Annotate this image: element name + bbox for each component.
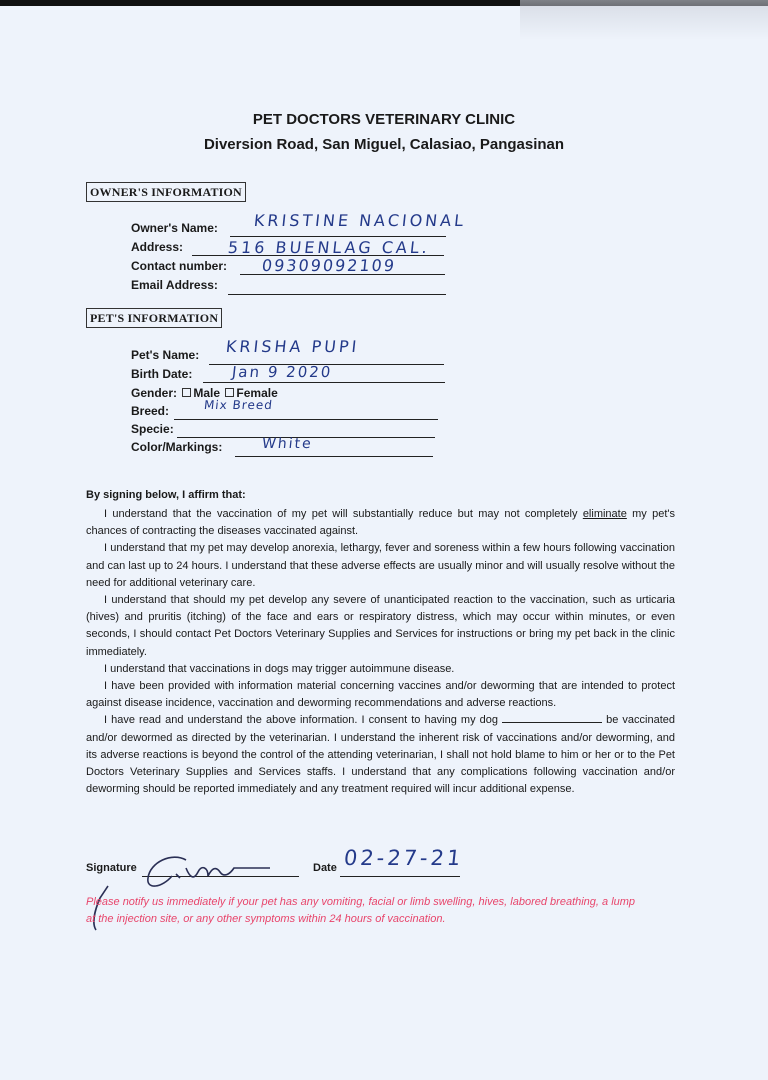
pet-name-value[interactable]: KRISHA PUPI bbox=[225, 337, 361, 356]
female-label: Female bbox=[236, 386, 278, 400]
affirmation-paragraph-4: I understand that vaccinations in dogs may trigger autoimmune disease. bbox=[104, 662, 455, 675]
owner-name-value[interactable]: KRISTINE NACIONAL bbox=[253, 211, 468, 230]
eliminate-underlined: eliminate bbox=[582, 508, 627, 520]
address-value[interactable]: 516 BUENLAG CAL. bbox=[227, 238, 431, 257]
address-label: Address: bbox=[131, 240, 184, 254]
color-value[interactable]: White bbox=[261, 436, 314, 452]
specie-label: Specie: bbox=[131, 422, 174, 436]
email-label: Email Address: bbox=[131, 278, 218, 292]
affirmation-paragraph-6: I have read and understand the above information. I consent to having my dog be vaccinated and/or dewormed as directed by the veterinarian. I understand the inherent risk of vaccinations and/or deworming, and its adverse reactions is beyond the control of the attending veterinarian, I shall not hold blame to him or her or to the Pet Doctors Veterinary Supplies and Services staffs. I understand that any complications following vaccination and/or deworming should be reported immediately and any treatment required will incur additional expense. bbox=[86, 714, 676, 796]
email-line bbox=[228, 294, 446, 295]
affirmation-paragraph-1: I understand that the vaccination of my pet will substantially reduce but may not completely eliminate my pet's chances of contracting the diseases vaccinated against. bbox=[86, 508, 676, 538]
birth-date-line bbox=[203, 382, 445, 383]
owner-name-label: Owner's Name: bbox=[131, 221, 218, 235]
notice-text: Please notify us immediately if your pet has any vomiting, facial or limb swelling, hives, labored breathing, a lump at the injection site, or any other symptoms within 24 hours of vaccination. bbox=[86, 896, 636, 925]
birth-date-value[interactable]: Jan 9 2020 bbox=[231, 363, 334, 381]
clinic-address: Diversion Road, San Miguel, Calasiao, Pangasinan bbox=[203, 136, 565, 153]
female-checkbox[interactable] bbox=[225, 388, 234, 397]
scan-smudge bbox=[520, 0, 768, 40]
gender-label: Gender: bbox=[131, 386, 178, 400]
male-label: Male bbox=[193, 386, 221, 400]
date-label: Date bbox=[313, 862, 337, 874]
male-checkbox[interactable] bbox=[182, 388, 191, 397]
color-label: Color/Markings: bbox=[131, 440, 223, 454]
breed-value[interactable]: Mix Breed bbox=[203, 398, 274, 412]
breed-label: Breed: bbox=[131, 404, 170, 418]
pet-section-heading: PET'S INFORMATION bbox=[86, 308, 222, 328]
date-line bbox=[340, 876, 460, 877]
breed-line bbox=[174, 419, 438, 420]
pet-name-label: Pet's Name: bbox=[131, 348, 200, 362]
contact-label: Contact number: bbox=[131, 259, 227, 273]
affirmation-paragraph-3: I understand that should my pet develop any severe of unanticipated reaction to the vaccination, such as urticaria (hives) and pruritis (itching) of the face and ears or respiratory distress, which may occur within minutes, or even seconds, I should contact Pet Doctors Veterinary Supplies and Services for instructions or bring my pet back in the clinic immediately. bbox=[86, 594, 675, 658]
contact-value[interactable]: 09309092109 bbox=[261, 256, 397, 275]
color-line bbox=[235, 456, 433, 457]
owner-section-heading: OWNER'S INFORMATION bbox=[86, 182, 246, 202]
affirmation-paragraph-2: I understand that my pet may develop anorexia, lethargy, fever and soreness within a few hours following vaccination and can last up to 24 hours. I understand that these adverse effects are usually minor and will usually resolve without the need for additional veterinary care. bbox=[86, 542, 675, 589]
affirmation-paragraph-5: I have been provided with information material concerning vaccines and/or deworming that are intended to protect against disease incidence, vaccination and deworming recommendations and adverse reactions. bbox=[86, 680, 675, 710]
signature-label: Signature bbox=[86, 862, 137, 874]
dog-name-blank[interactable] bbox=[502, 713, 602, 723]
affirmation-intro: By signing below, I affirm that: bbox=[86, 489, 246, 501]
affirmation-body bbox=[86, 506, 675, 798]
clinic-name: PET DOCTORS VETERINARY CLINIC bbox=[252, 111, 516, 128]
date-value[interactable]: 02-27-21 bbox=[342, 846, 465, 870]
birth-date-label: Birth Date: bbox=[131, 367, 193, 381]
owner-name-line bbox=[230, 236, 446, 237]
